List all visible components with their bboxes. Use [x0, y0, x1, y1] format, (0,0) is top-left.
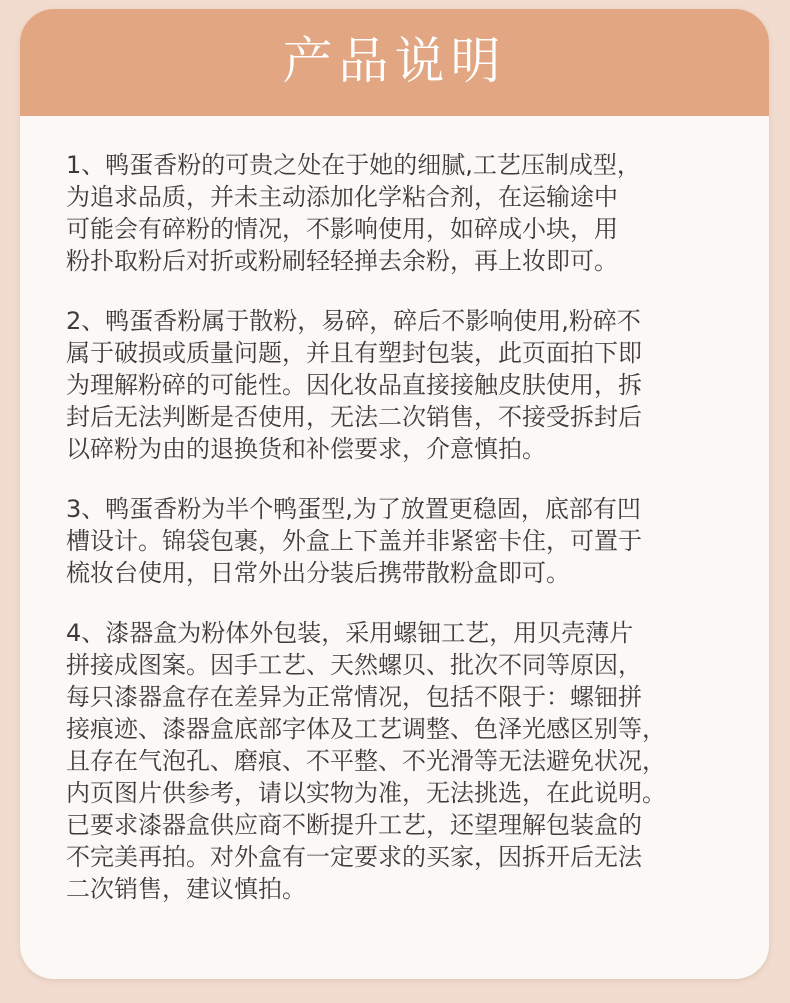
note-paragraph-1 — [66, 149, 746, 277]
header-banner — [20, 9, 769, 116]
text-line: 3、鸭蛋香粉为半个鸭蛋型,为了放置更稳固，底部有凹 — [66, 495, 641, 523]
text-line: 1、鸭蛋香粉的可贵之处在于她的细腻,工艺压制成型， — [66, 151, 641, 179]
text-line: 可能会有碎粉的情况，不影响使用，如碎成小块，用 — [66, 215, 618, 243]
text-line: 2、鸭蛋香粉属于散粉，易碎，碎后不影响使用,粉碎不 — [66, 307, 641, 335]
page-title: 产品说明 — [282, 32, 507, 90]
note-paragraph-2 — [66, 305, 746, 465]
corner-notch — [20, 965, 34, 979]
text-line: 且存在气泡孔、磨痕、不平整、不光滑等无法避免状况， — [66, 747, 666, 775]
text-line: 为理解粉碎的可能性。因化妆品直接接触皮肤使用，拆 — [66, 371, 642, 399]
note-paragraph-4 — [66, 617, 746, 905]
text-line: 拼接成图案。因手工艺、天然螺贝、批次不同等原因， — [66, 651, 642, 679]
text-line: 为追求品质，并未主动添加化学粘合剂，在运输途中 — [66, 183, 618, 211]
text-line: 粉扑取粉后对折或粉刷轻轻掸去余粉，再上妆即可。 — [66, 247, 618, 275]
text-line: 每只漆器盒存在差异为正常情况，包括不限于：螺钿拼 — [66, 683, 642, 711]
text-line: 内页图片供参考，请以实物为准，无法挑选，在此说明。 — [66, 779, 666, 807]
text-line: 梳妆台使用，日常外出分装后携带散粉盒即可。 — [66, 559, 570, 587]
text-line: 接痕迹、漆器盒底部字体及工艺调整、色泽光感区别等， — [66, 715, 666, 743]
text-line: 属于破损或质量问题，并且有塑封包装，此页面拍下即 — [66, 339, 642, 367]
text-line: 槽设计。锦袋包裹，外盒上下盖并非紧密卡住，可置于 — [66, 527, 642, 555]
text-line: 不完美再拍。对外盒有一定要求的买家，因拆开后无法 — [66, 843, 642, 871]
text-line: 以碎粉为由的退换货和补偿要求，介意慎拍。 — [66, 435, 546, 463]
note-paragraph-3 — [66, 493, 746, 589]
text-line: 已要求漆器盒供应商不断提升工艺，还望理解包装盒的 — [66, 811, 642, 839]
text-line: 封后无法判断是否使用，无法二次销售，不接受拆封后 — [66, 403, 642, 431]
product-notes-card — [20, 9, 769, 979]
notes-body — [66, 149, 746, 933]
text-line: 二次销售，建议慎拍。 — [66, 875, 306, 903]
text-line: 4、漆器盒为粉体外包装，采用螺钿工艺，用贝壳薄片 — [66, 619, 634, 647]
corner-notch — [755, 965, 769, 979]
